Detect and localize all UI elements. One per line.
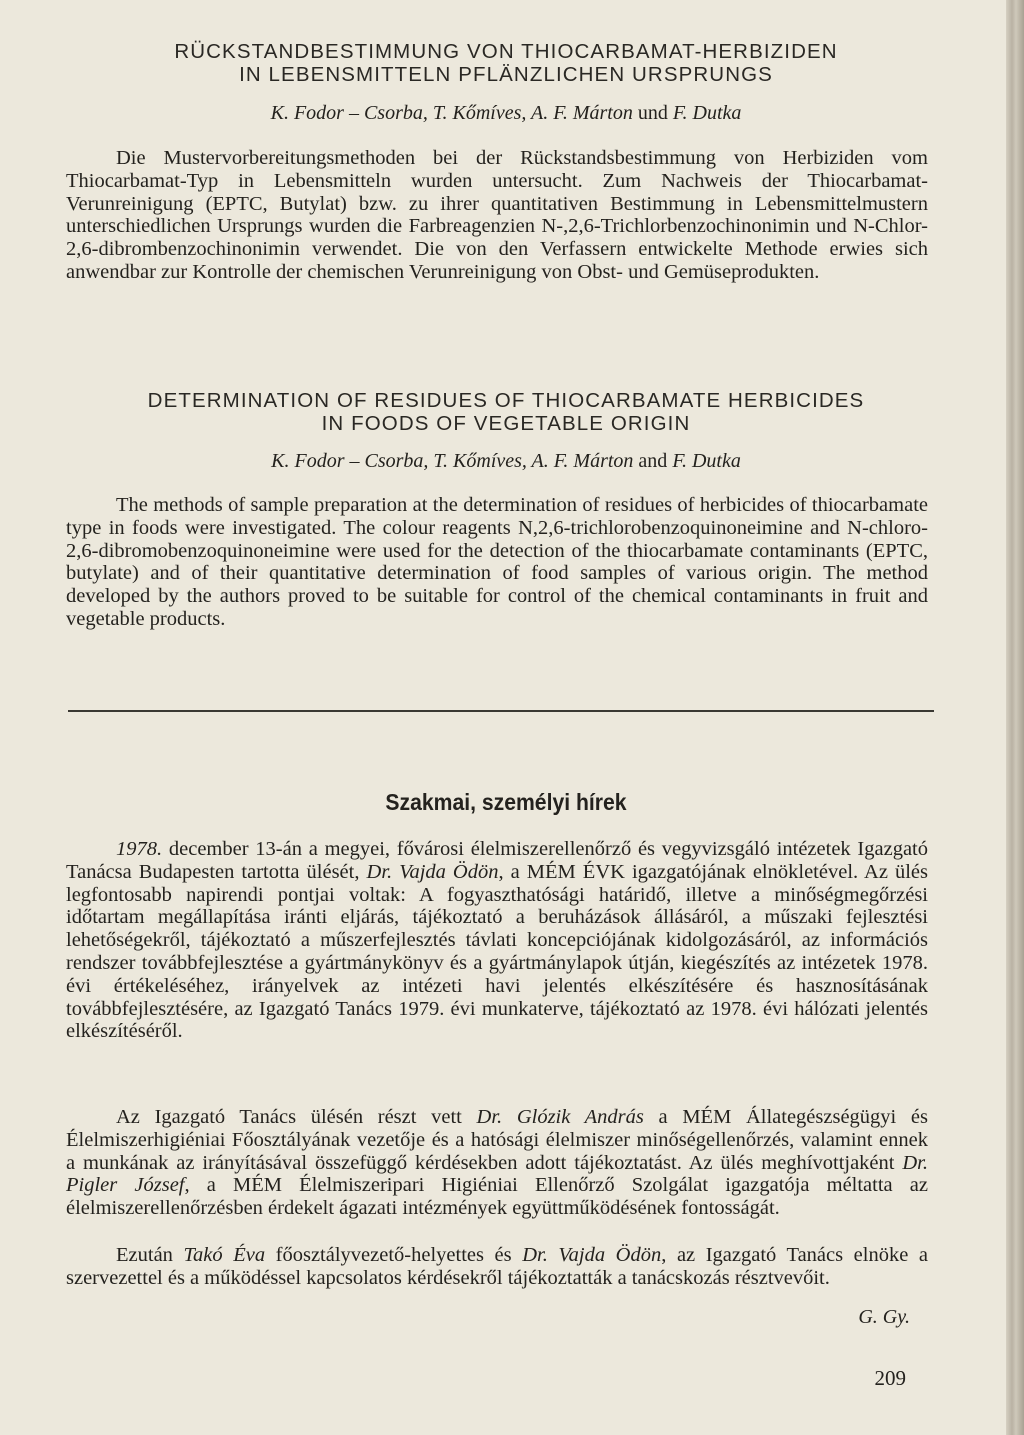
news-p1-text-2: , a MÉM ÉVK igazgatójának elnökletével. Az ülés legfontosabb napirendi pontjai voltak: A fogyaszthatósági határidő, illetve a minőségmegőrzési időtartam megállapítása iránti eljárás, tájékoztató a beruházások állásáról, a műszaki fejlesztési lehetőségekről, tájékoztató a műszerfejlesztés távlati koncepciójának kidolgozásáról, az információs rendszer továbbfejlesztése a gyártmánykönyv és a gyártmánylapok útján, kiegészítés az intézetek 1978. évi értékeléséhez, irányelvek az intézeti havi jelentés elkészítésére és hasznosításának továbbfejlesztésére, az Igazgató Tanács 1979. évi munkaterve, tájékoztató az 1978. évi hálózati jelentés elkészítéséről.: [66, 860, 929, 1043]
english-authors-conjunction: and: [638, 450, 668, 472]
page-edge: [1006, 0, 1024, 1435]
news-p2-text-2: a MÉM Állategészségügyi és Élelmiszerhigiéniai Főosztályának vezetője és a hatósági élelmiszer minőségellenőrzés, valamint ennek a munkának az irányításával összefüggő kérdésekben adott tájékoztatást. Az ülés meghívottjaként: [66, 1106, 928, 1174]
news-p3-text-3: , az Igazgató Tanács elnöke a szervezettel és a működéssel kapcsolatos kérdésekről tájékoztatták a tanácskozás résztvevőit.: [66, 1244, 928, 1289]
german-title: [60, 40, 952, 86]
person-name: Dr. Pigler József: [66, 1151, 928, 1197]
german-title-line-1: RÜCKSTANDBESTIMMUNG VON THIOCARBAMAT-HERBIZIDEN: [174, 40, 838, 63]
news-paragraph-1: [66, 838, 928, 1043]
german-authors: [60, 101, 952, 125]
english-author-names: K. Fodor – Csorba, T. Kőmíves, A. F. Márton: [271, 450, 634, 472]
german-last-author: F. Dutka: [672, 102, 742, 124]
person-name: Dr. Glózik András: [476, 1106, 644, 1128]
english-title-line-1: DETERMINATION OF RESIDUES OF THIOCARBAMATE HERBICIDES: [147, 389, 865, 412]
news-p2-text-1: Az Igazgató Tanács ülésén részt vett: [116, 1106, 477, 1128]
german-abstract: Die Mustervorbereitungsmethoden bei der Rückstandsbestimmung von Herbiziden vom Thiocarbamat-Typ in Lebensmitteln wurden untersucht. Zum Nachweis der Thiocarbamat-Verunreinigung (EPTC, Butylat) bzw. zu ihrer quantitativen Bestimmung in Lebensmittelmustern unterschiedlichen Ursprungs wurden die Farbreagenzien N-,2,6-Trichlorbenzochinonimin und N-Chlor-2,6-dibrombenzochinonimin verwendet. Die von den Verfassern entwickelte Methode erwies sich anwendbar zur Kontrolle der chemischen Verunreinigung von Obst- und Gemüseprodukten.: [66, 147, 928, 283]
english-title-line-2: IN FOODS OF VEGETABLE ORIGIN: [321, 412, 691, 435]
english-authors: [60, 449, 952, 473]
german-authors-conjunction: und: [637, 102, 668, 124]
german-author-names: K. Fodor – Csorba, T. Kőmíves, A. F. Márton: [270, 102, 633, 124]
news-paragraph-2: [66, 1106, 928, 1220]
news-signature: G. Gy.: [858, 1306, 910, 1328]
news-p2-text-3: , a MÉM Élelmiszeripari Higiéniai Ellenőrző Szolgálat igazgatója méltatta az élelmiszerellenőrzésben érdekelt ágazati intézmények együttműködésének fontosságát.: [66, 1174, 928, 1220]
news-section-title: Szakmai, személyi hírek: [385, 789, 627, 815]
page-number: 209: [874, 1366, 906, 1390]
english-last-author: F. Dutka: [672, 450, 741, 472]
english-title: [60, 389, 952, 435]
person-name: Dr. Vajda Ödön: [522, 1244, 662, 1266]
news-year: 1978.: [116, 838, 163, 860]
news-p1-text-1: december 13-án a megyei, fővárosi élelmiszerellenőrző és vegyvizsgáló intézetek Igazgató Tanácsa Budapesten tartotta ülését,: [66, 838, 928, 883]
person-name: Dr. Vajda Ödön: [366, 860, 499, 883]
section-divider: [68, 710, 934, 712]
german-title-line-2: IN LEBENSMITTELN PFLÄNZLICHEN URSPRUNGS: [239, 63, 773, 86]
person-name: Takó Éva: [183, 1244, 266, 1266]
english-abstract: The methods of sample preparation at the determination of residues of herbicides of thiocarbamate type in foods were investigated. The colour reagents N,2,6-trichlorobenzoquinoneimine and N-chloro-2,6-dibromobenzoquinoneimine were used for the detection of the thiocarbamate contaminants (EPTC, butylate) and of their quantitative determination of food samples of various origin. The method developed by the authors proved to be suitable for control of the chemical contaminants in fruit and vegetable products.: [66, 494, 928, 630]
news-p3-text-1: Ezután: [116, 1244, 184, 1266]
news-paragraph-3: [66, 1244, 928, 1290]
news-p3-text-2: főosztályvezető-helyettes és: [265, 1244, 523, 1266]
